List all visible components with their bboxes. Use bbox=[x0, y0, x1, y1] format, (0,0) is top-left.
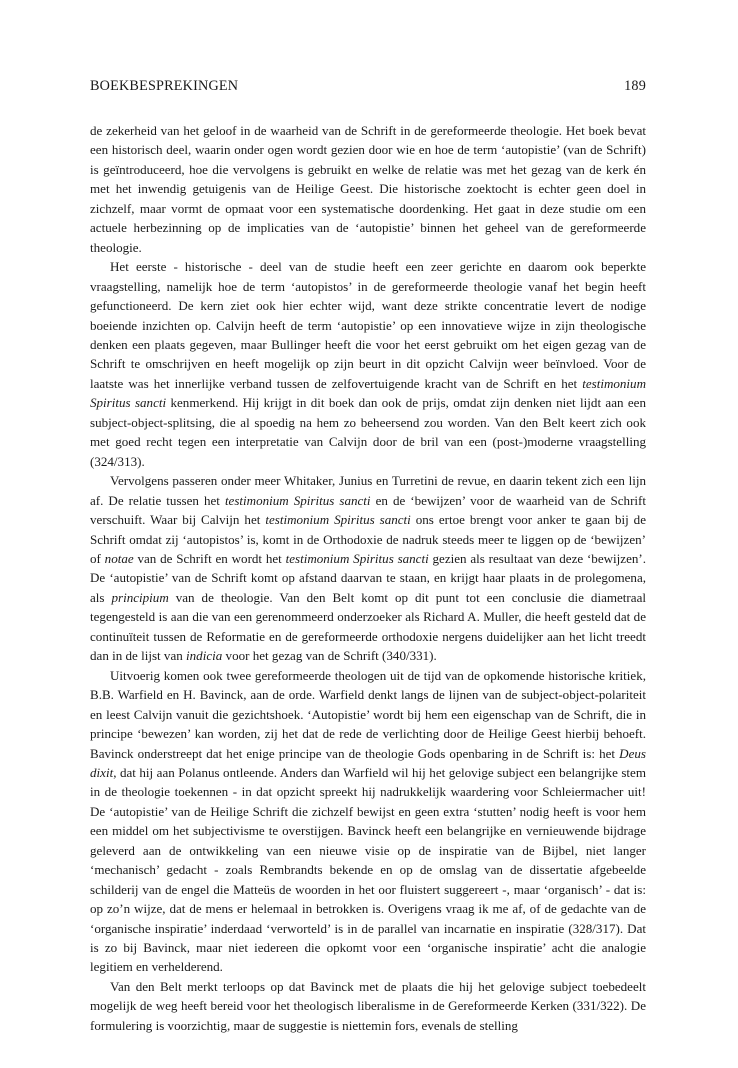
italic-term: notae bbox=[104, 550, 134, 566]
text-run: Vervolgens passeren onder meer Whitaker, Junius en Turretini de revue, en daarin tekent zich een lijn af. De relatie tussen het bbox=[90, 473, 646, 508]
text-run: de zekerheid van het geloof in de waarheid van de Schrift in de gereformeerde theologie. Het boek bevat een historisch deel, waarin onder ogen wordt gezien door wie en hoe de term ‘autopistie’ (van de Schrift) is geïntroduceerd, hoe die vervolgens is gebruikt en welke de relatie was met het gezag van de kerk én met het inwendig getuigenis van de Heilige Geest. Die historische zoektocht is echter geen doel in zichzelf, maar vormt de opmaat voor een systematische doordenking. Het gaat in deze studie om een actuele herbezinning op de implicaties van de ‘autopistie’ binnen het geheel van de gereformeerde theologie. bbox=[90, 123, 646, 255]
running-head bbox=[90, 78, 646, 98]
text-run: ons ertoe brengt voor anker te gaan bij de Schrift omdat zij ‘autopistos’ is, komt in de Orthodoxie de nadruk steeds meer te liggen op de ‘bewijzen’ of bbox=[90, 512, 646, 566]
paragraph bbox=[90, 977, 646, 1035]
paragraph bbox=[90, 666, 646, 977]
text-run: , dat hij aan Polanus ontleende. Anders dan Warfield wil hij het gelovige subject een belangrijke stem in de theologie toekennen - in dat opzicht spreekt hij nadrukkelijk waardering voor Schleiermacher uit! De ‘autopistie’ van de Heilige Schrift die zichzelf bewijst en geen extra ‘stutten’ nodig heeft is voor hem een middel om het subjectivisme te overstijgen. Bavinck heeft een belangrijke en vernieuwende bijdrage geleverd aan de ontwikkeling van een nieuwe visie op de inspiratie van de Bijbel, niet langer ‘mechanisch’ gedacht - zoals Rembrandts bekende en op de omslag van de dissertatie afgebeelde schilderij van de engel die Matteüs de woorden in het oor fluistert suggereert -, maar ‘organisch’ - dat is: op zo’n wijze, dat de mens er helemaal in betrokken is. Overigens vraag ik me af, of de gedachte van de ‘organische inspiratie’ inderdaad ‘verworteld’ is in de parallel van incarnatie en inspiratie (328/317). Dat is zo bij Bavinck, maar niet iedereen die opkomt voor een ‘organische inspiratie’ acht die analogie legitiem en verhelderend. bbox=[90, 764, 646, 975]
text-run: voor het gezag van de Schrift (340/331). bbox=[222, 648, 437, 664]
paragraph bbox=[90, 257, 646, 471]
section-title: BOEKBESPREKINGEN bbox=[90, 78, 239, 94]
italic-term: Deus dixit bbox=[90, 745, 646, 780]
text-run: gezien als resultaat van deze ‘bewijzen’. De ‘autopistie’ van de Schrift komt op afstand daarvan te staan, en krijgt haar plaats in de prolegomena, als bbox=[90, 550, 647, 605]
italic-term: testimonium Spiritus sancti bbox=[90, 375, 646, 411]
text-run: kenmerkend. Hij krijgt in dit boek dan ook de prijs, omdat zijn denken niet lijdt aan een subject-object-splitsing, die al spoedig na hem zo beheersend zou worden. Van den Belt keert zich ook met goed recht tegen een interpretatie van Calvijn door de bril van een (post-)moderne vraagstelling (324/313). bbox=[90, 395, 646, 469]
italic-term: testimonium Spiritus sancti bbox=[224, 492, 371, 508]
italic-term: testimonium Spiritus sancti bbox=[265, 512, 411, 528]
text-run: Uitvoerig komen ook twee gereformeerde theologen uit de tijd van de opkomende historische kritiek, B.B. Warfield en H. Bavinck, aan de orde. Warfield denkt langs de lijnen van de subject-object-polariteit en leest Calvijn vanuit die gezichtshoek. ‘Autopistie’ wordt bij hem een eigenschap van de Schrift, die in principe ‘bewezen’ kan worden, zij het dat de rede de verlichting door de Heilige Geest hierbij behoeft. Bavinck onderstreept dat het enige principe van de theologie Gods openbaring in de Schrift is: het bbox=[90, 667, 646, 761]
italic-term: testimonium Spiritus sancti bbox=[285, 550, 429, 566]
text-run: en de ‘bewijzen’ voor de waarheid van de Schrift verschuift. Waar bij Calvijn het bbox=[90, 492, 647, 528]
paragraph bbox=[90, 471, 646, 666]
text-run: Van den Belt merkt terloops op dat Bavinck met de plaats die hij het gelovige subject toebedeelt mogelijk de weg heeft bereid voor het theologisch liberalisme in de Gereformeerde Kerken (331/322). De formulering is voorzichtig, maar de suggestie is niettemin fors, evenals de stelling bbox=[90, 978, 646, 1033]
text-run: Het eerste - historische - deel van de studie heeft een zeer gerichte en daarom ook beperkte vraagstelling, namelijk hoe de term ‘autopistos’ in de gereformeerde theologie vanaf het begin heeft gefunctioneerd. De kern ziet ook hier echter wijd, want deze strikte concentratie levert de nodige boeiende inzichten op. Calvijn heeft de term ‘autopistie’ op een innovatieve wijze in zijn theologische denken een plaats gegeven, maar Bullinger heeft die voor het eerst gebruikt om het eigen gezag van de Schrift te omschrijven en heeft mogelijk op zijn beurt in dit opzicht Calvijn weer beïnvloed. Voor de laatste was het innerlijke verband tussen de zelfovertuigende kracht van de Schrift en het bbox=[90, 259, 646, 391]
paragraph bbox=[90, 121, 646, 257]
page-number: 189 bbox=[624, 78, 646, 94]
text-run: van de theologie. Van den Belt komt op dit punt tot een conclusie die diametraal tegengesteld is aan die van een gerenommeerd onderzoeker als Richard A. Muller, die heeft gesteld dat de continuïteit tussen de Reformatie en de gereformeerde orthodoxie nergens duidelijker aan het licht treedt dan in de lijst van bbox=[90, 589, 646, 664]
body-text bbox=[90, 121, 646, 1035]
italic-term: indicia bbox=[186, 648, 223, 664]
italic-term: principium bbox=[111, 589, 169, 605]
text-run: van de Schrift en wordt het bbox=[133, 550, 286, 566]
